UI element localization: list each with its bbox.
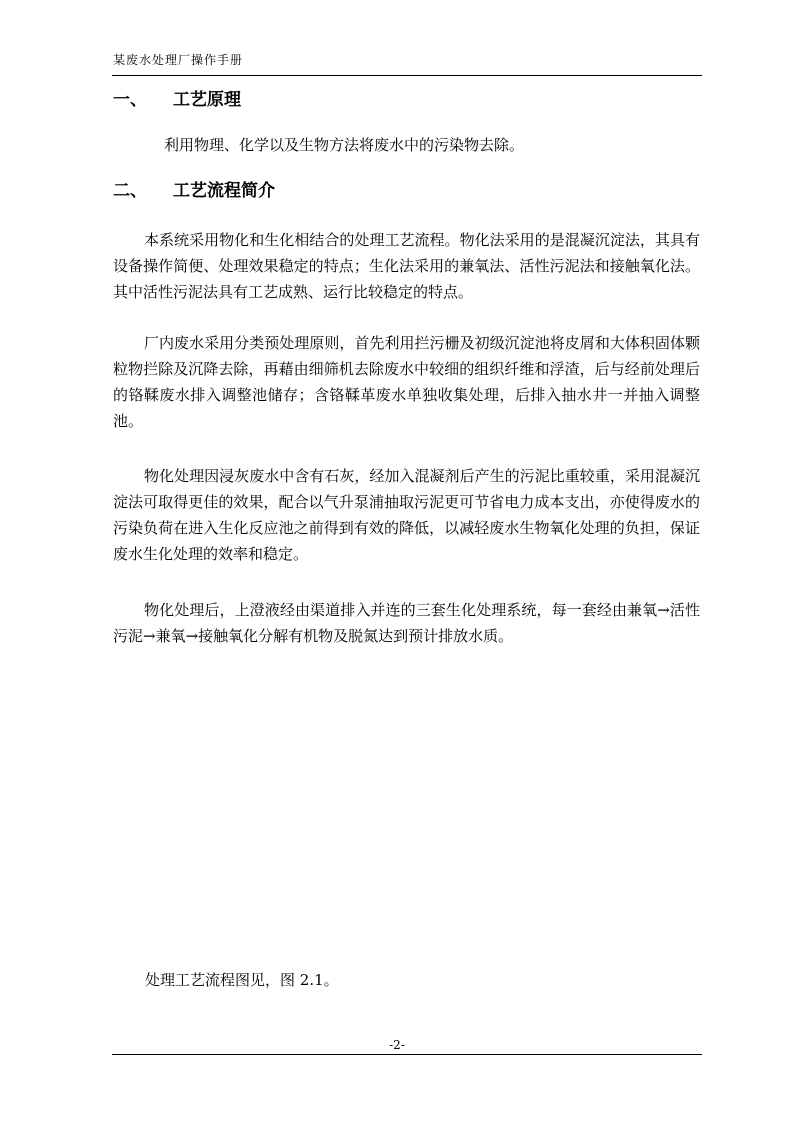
section-2-heading	[113, 180, 275, 202]
figure-note: 处理工艺流程图见，图 2.1。	[145, 971, 339, 989]
section-1-text: 利用物理、化学以及生物方法将废水中的污染物去除。	[164, 136, 525, 154]
footer-rule	[112, 1054, 702, 1055]
paragraph-3: 物化处理因浸灰废水中含有石灰，经加入混凝剂后产生的污泥比重较重，采用混凝沉淀法可取得更佳的效果，配合以气升泵浦抽取污泥更可节省电力成本支出，亦使得废水的污染负荷在进入生化反应池之前得到有效的降低，以减轻废水生物氧化处理的负担，保证废水生化处理的效率和稳定。	[113, 467, 700, 563]
running-header: 某废水处理厂操作手册	[113, 53, 244, 67]
page-number: -2-	[389, 1038, 405, 1052]
section-2-title: 工艺流程简介	[173, 181, 275, 201]
section-2-number: 二、	[113, 181, 147, 201]
header-rule	[112, 75, 702, 76]
paragraph-4: 物化处理后，上澄液经由渠道排入并连的三套生化处理系统，每一套经由兼氧→活性污泥→兼氧→接触氧化分解有机物及脱氮达到预计排放水质。	[113, 601, 700, 645]
section-1-number: 一、	[113, 90, 147, 110]
paragraph-1: 本系统采用物化和生化相结合的处理工艺流程。物化法采用的是混凝沉淀法，其具有设备操作简便、处理效果稳定的特点；生化法采用的兼氧法、活性污泥法和接触氧化法。其中活性污泥法具有工艺成熟、运行比较稳定的特点。	[113, 231, 700, 301]
paragraph-2: 厂内废水采用分类预处理原则，首先利用拦污栅及初级沉淀池将皮屑和大体积固体颗粒物拦除及沉降去除，再藉由细筛机去除废水中较细的组织纤维和浮渣，后与经前处理后的铬鞣废水排入调整池储存；含铬鞣革废水单独收集处理，后排入抽水井一并抽入调整池。	[113, 334, 700, 430]
section-1-title: 工艺原理	[173, 90, 241, 110]
section-1-heading	[113, 89, 241, 111]
